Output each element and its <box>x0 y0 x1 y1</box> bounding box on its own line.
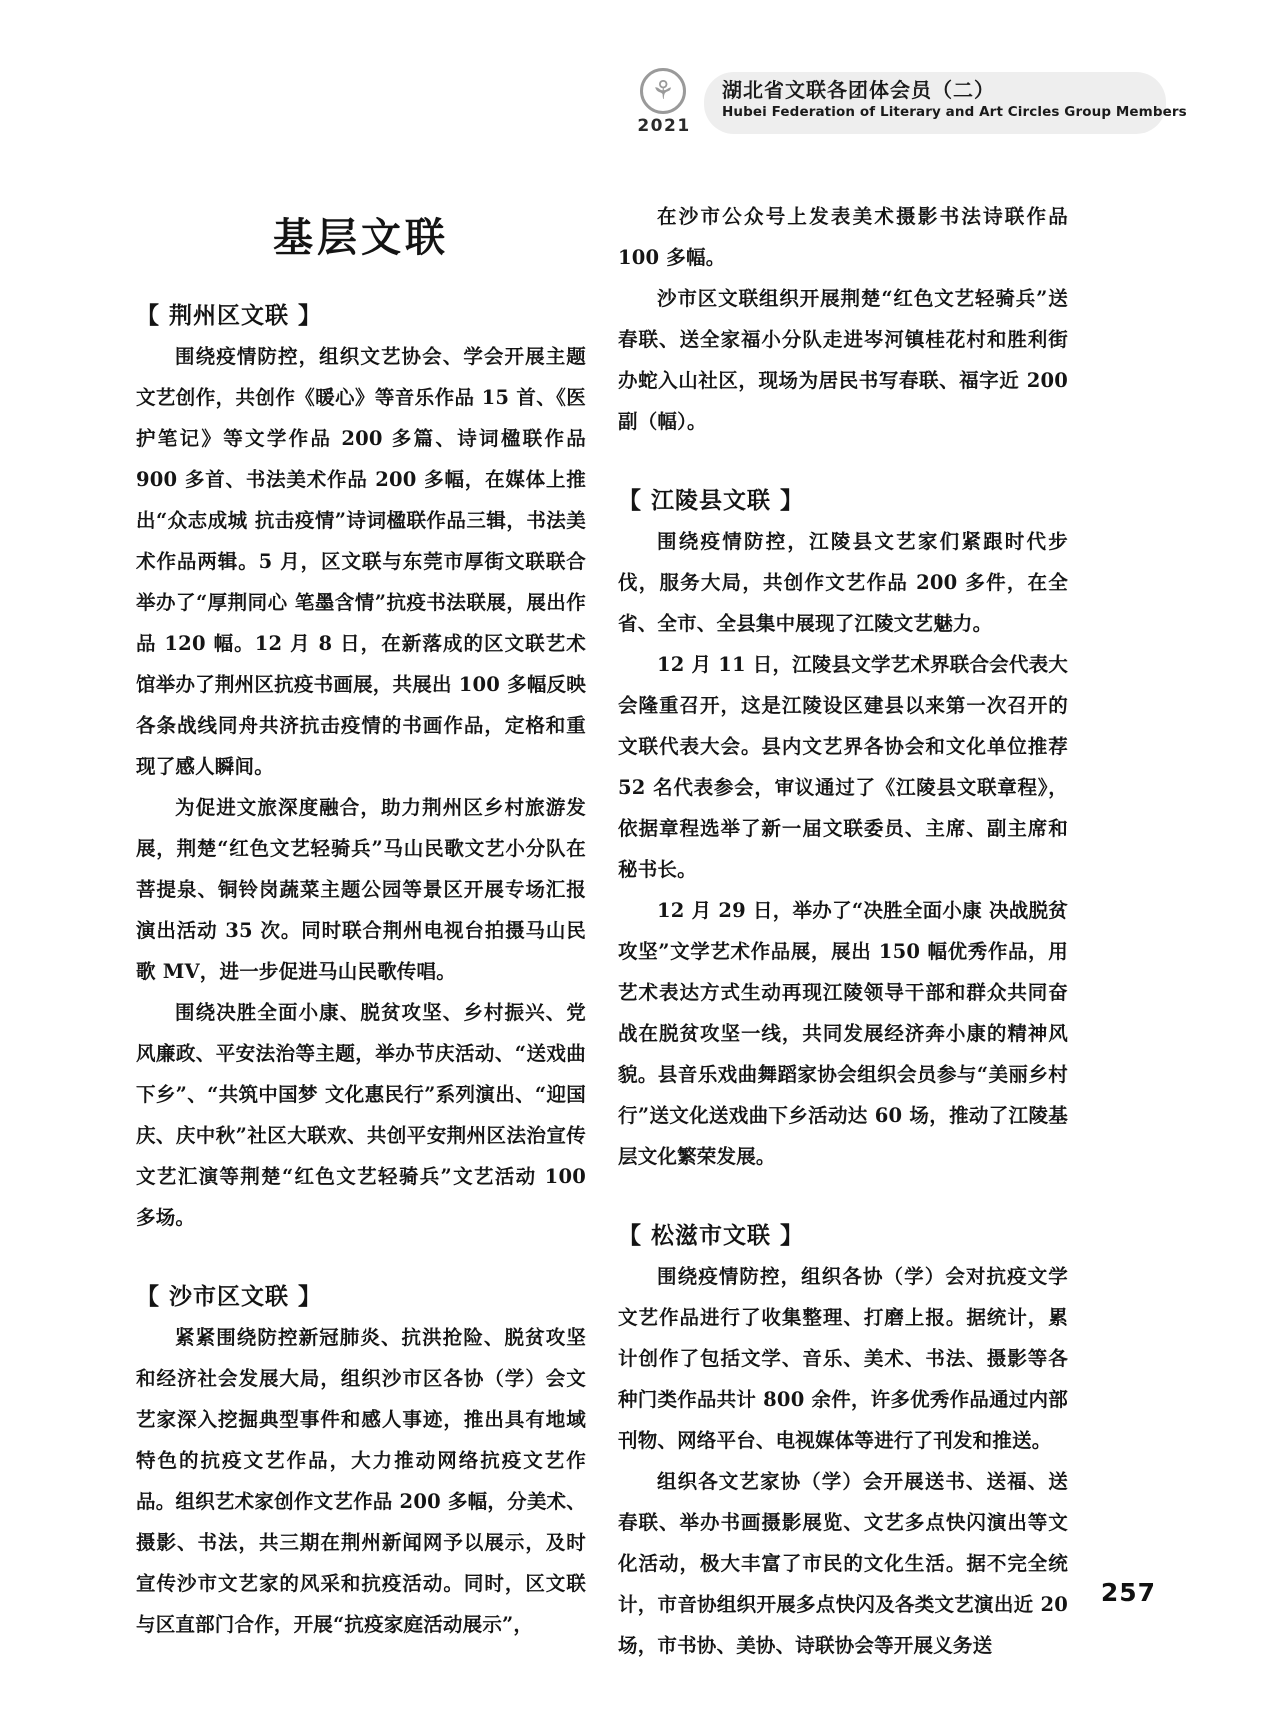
section-heading-jingzhou: 【 荆州区文联 】 <box>136 303 323 329</box>
paragraph: 围绕疫情防控，组织文艺协会、学会开展主题文艺创作，共创作《暖心》等音乐作品 15 首、《医护笔记》等文学作品 200 多篇、诗词楹联作品 900 多首、书法美术作品 200 多幅，在媒体上推出“众志成城 抗击疫情”诗词楹联作品三辑，书法美术作品两辑。5 月，区文联与东莞市厚街文联联合举办了“厚荆同心 笔墨含情”抗疫书法联展，展出作品 120 幅。12 月 8 日，在新落成的区文联艺术馆举办了荆州区抗疫书画展，共展出 100 多幅反映各条战线同舟共济抗击疫情的书画作品，定格和重现了感人瞬间。 <box>136 345 586 778</box>
header-title-cn: 湖北省文联各团体会员（二） <box>722 78 995 102</box>
emblem-glyph-icon: ⚘ <box>651 76 675 106</box>
paragraph: 12 月 29 日，举办了“决胜全面小康 决战脱贫攻坚”文学艺术作品展，展出 150 幅优秀作品，用艺术表达方式生动再现江陵领导干部和群众共同奋战在脱贫攻坚一线，共同发展经济奔小康的精神风貌。县音乐戏曲舞蹈家协会组织会员参与“美丽乡村行”送文化送戏曲下乡活动达 60 场，推动了江陵基层文化繁荣发展。 <box>618 899 1068 1168</box>
page-title: 基层文联 <box>273 215 449 261</box>
emblem-year: 2021 <box>637 116 691 136</box>
paragraph: 围绕疫情防控，组织各协（学）会对抗疫文学文艺作品进行了收集整理、打磨上报。据统计，累计创作了包括文学、音乐、美术、书法、摄影等各种门类作品共计 800 余件，许多优秀作品通过内部刊物、网络平台、电视媒体等进行了刊发和推送。 <box>618 1265 1068 1452</box>
paragraph: 沙市区文联组织开展荆楚“红色文艺轻骑兵”送春联、送全家福小分队走进岑河镇桂花村和胜利街办蛇入山社区，现场为居民书写春联、福字近 200 副（幅）。 <box>618 287 1068 433</box>
section-heading-jiangling: 【 江陵县文联 】 <box>618 488 805 514</box>
paragraph: 在沙市公众号上发表美术摄影书法诗联作品 100 多幅。 <box>618 205 1068 269</box>
paragraph: 为促进文旅深度融合，助力荆州区乡村旅游发展，荆楚“红色文艺轻骑兵”马山民歌文艺小分队在菩提泉、铜铃岗蔬菜主题公园等景区开展专场汇报演出活动 35 次。同时联合荆州电视台拍摄马山民歌 MV，进一步促进马山民歌传唱。 <box>136 796 586 983</box>
header-title-en: Hubei Federation of Literary and Art Circles Group Members <box>722 104 1187 120</box>
left-column <box>136 196 586 1645</box>
page-number: 257 <box>1100 1578 1156 1607</box>
section-heading-songzi: 【 松滋市文联 】 <box>618 1223 805 1249</box>
right-column <box>618 196 1068 1666</box>
paragraph: 围绕疫情防控，江陵县文艺家们紧跟时代步伐，服务大局，共创作文艺作品 200 多件，在全省、全市、全县集中展现了江陵文艺魅力。 <box>618 530 1068 635</box>
paragraph: 围绕决胜全面小康、脱贫攻坚、乡村振兴、党风廉政、平安法治等主题，举办节庆活动、“送戏曲下乡”、“共筑中国梦 文化惠民行”系列演出、“迎国庆、庆中秋”社区大联欢、共创平安荆州区法治宣传文艺汇演等荆楚“红色文艺轻骑兵”文艺活动 100 多场。 <box>136 1001 586 1229</box>
section-heading-shashi: 【 沙市区文联 】 <box>136 1284 323 1310</box>
running-header <box>626 68 1187 140</box>
paragraph: 紧紧围绕防控新冠肺炎、抗洪抢险、脱贫攻坚和经济社会发展大局，组织沙市区各协（学）会文艺家深入挖掘典型事件和感人事迹，推出具有地域特色的抗疫文艺作品，大力推动网络抗疫文艺作品。组织艺术家创作文艺作品 200 多幅，分美术、摄影、书法，共三期在荆州新闻网予以展示，及时宣传沙市文艺家的风采和抗疫活动。同时，区文联与区直部门合作，开展“抗疫家庭活动展示”， <box>136 1326 586 1636</box>
paragraph: 组织各文艺家协（学）会开展送书、送福、送春联、举办书画摄影展览、文艺多点快闪演出等文化活动，极大丰富了市民的文化生活。据不完全统计，市音协组织开展多点快闪及各类文艺演出近 20 场，市书协、美协、诗联协会等开展义务送 <box>618 1470 1068 1657</box>
emblem <box>626 68 702 140</box>
paragraph: 12 月 11 日，江陵县文学艺术界联合会代表大会隆重召开，这是江陵设区建县以来第一次召开的文联代表大会。县内文艺界各协会和文化单位推荐 52 名代表参会，审议通过了《江陵县文联章程》，依据章程选举了新一届文联委员、主席、副主席和秘书长。 <box>618 653 1068 881</box>
